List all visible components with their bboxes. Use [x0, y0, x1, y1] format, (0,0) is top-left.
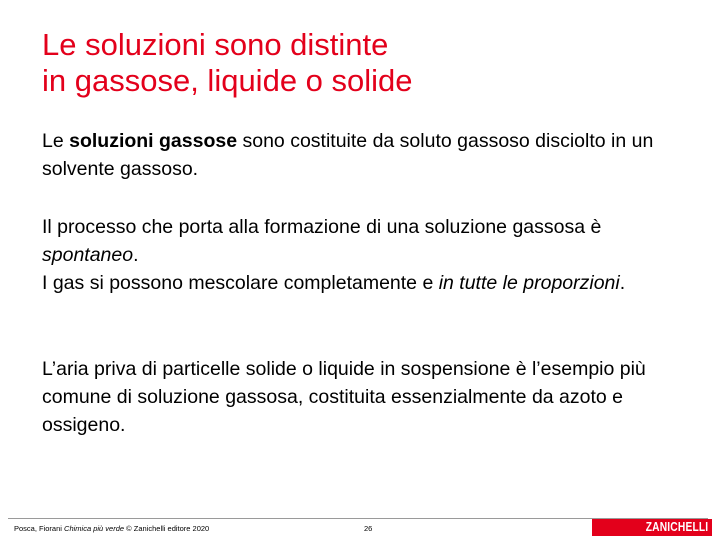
paragraph-gaseous-solutions: [42, 127, 682, 183]
footer-credit: [14, 524, 209, 533]
credit-suffix: © Zanichelli editore 2020: [124, 524, 210, 533]
p2-italic-proportions: in tutte le proporzioni: [438, 272, 620, 294]
title-line-2: in gassose, liquide o solide: [42, 63, 413, 98]
title-line-1: Le soluzioni sono distinte: [42, 27, 389, 62]
credit-prefix: Posca, Fiorani: [14, 524, 65, 533]
p2-text-f: .: [619, 272, 626, 294]
p2-text-c: .: [133, 244, 139, 266]
paragraph-air-example: L’aria priva di particelle solide o liquide in sospensione è l’esempio più comune di soluzione gassosa, costituita essenzialmente da azoto e ossigeno.: [42, 358, 646, 436]
zanichelli-logo: [592, 519, 712, 536]
slide-title: [42, 27, 682, 99]
p1-bold-term: soluzioni gassose: [69, 130, 238, 152]
page-number: 26: [364, 524, 373, 533]
p1-text-a: Le: [42, 130, 70, 152]
logo-text: ZANICHELLI: [645, 520, 708, 534]
p1-text-c: sono costituite da soluto gassoso disciolto in un solvente gassoso.: [42, 130, 654, 180]
p2-text-d: I gas si possono mescolare completamente e: [42, 272, 439, 294]
p2-italic-spontaneo: spontaneo: [42, 244, 134, 266]
p2-text-a: Il processo che porta alla formazione di una soluzione gassosa è: [42, 216, 602, 238]
credit-book-title: Chimica più verde: [64, 524, 125, 533]
paragraph-spontaneous-process: [42, 213, 682, 297]
